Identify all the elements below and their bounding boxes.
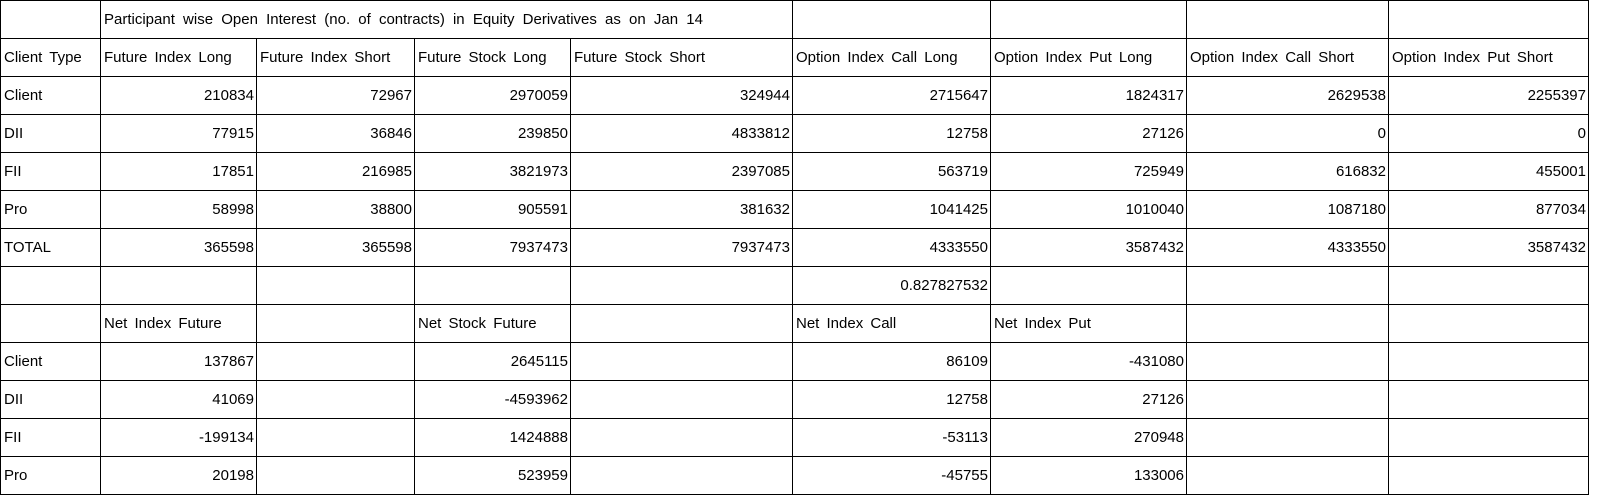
table-cell[interactable]: 270948 — [991, 419, 1187, 457]
table-cell[interactable]: 1010040 — [991, 191, 1187, 229]
row-label[interactable]: FII — [1, 153, 101, 191]
cell-blank[interactable] — [571, 343, 793, 381]
cell-blank[interactable] — [257, 267, 415, 305]
table-cell[interactable]: 86109 — [793, 343, 991, 381]
cell-blank[interactable] — [415, 267, 571, 305]
table-cell[interactable]: 3587432 — [1389, 229, 1589, 267]
cell-blank[interactable] — [1389, 1, 1589, 39]
table-cell[interactable]: 38800 — [257, 191, 415, 229]
cell-blank[interactable] — [571, 419, 793, 457]
table-row — [1, 115, 1589, 153]
table-cell[interactable]: 877034 — [1389, 191, 1589, 229]
cell-blank[interactable] — [1389, 343, 1589, 381]
table-cell[interactable]: 216985 — [257, 153, 415, 191]
table-cell[interactable]: 365598 — [257, 229, 415, 267]
cell-blank[interactable] — [1187, 381, 1389, 419]
table-cell[interactable]: 3821973 — [415, 153, 571, 191]
table-cell[interactable]: 3587432 — [991, 229, 1187, 267]
table-cell[interactable]: 455001 — [1389, 153, 1589, 191]
table-cell[interactable]: 41069 — [101, 381, 257, 419]
table-cell[interactable]: 17851 — [101, 153, 257, 191]
title-row — [1, 1, 1589, 39]
cell-blank[interactable] — [1389, 267, 1589, 305]
cell-blank[interactable] — [1187, 457, 1389, 495]
table-cell[interactable]: 36846 — [257, 115, 415, 153]
table-cell[interactable]: 905591 — [415, 191, 571, 229]
cell-blank[interactable] — [1187, 305, 1389, 343]
header-option-index-put-short[interactable]: Option Index Put Short — [1389, 39, 1589, 77]
table-cell[interactable]: 324944 — [571, 77, 793, 115]
table-cell[interactable]: 4833812 — [571, 115, 793, 153]
cell-blank[interactable] — [1187, 1, 1389, 39]
table-cell[interactable]: 1087180 — [1187, 191, 1389, 229]
header-future-stock-short[interactable]: Future Stock Short — [571, 39, 793, 77]
table-cell[interactable]: 27126 — [991, 115, 1187, 153]
cell-blank[interactable] — [1187, 419, 1389, 457]
net-row — [1, 381, 1589, 419]
row-label[interactable]: DII — [1, 115, 101, 153]
header-row — [1, 39, 1589, 77]
sheet-title[interactable]: Participant wise Open Interest (no. of contracts) in Equity Derivatives as on Jan 14 — [101, 1, 793, 39]
row-label[interactable]: Client — [1, 343, 101, 381]
table-cell[interactable]: 1824317 — [991, 77, 1187, 115]
cell-blank[interactable] — [1, 1, 101, 39]
table-cell[interactable]: 72967 — [257, 77, 415, 115]
header-net-index-call[interactable]: Net Index Call — [793, 305, 991, 343]
table-cell[interactable]: 58998 — [101, 191, 257, 229]
table-cell[interactable]: 137867 — [101, 343, 257, 381]
table-cell[interactable]: 77915 — [101, 115, 257, 153]
cell-blank[interactable] — [1389, 457, 1589, 495]
header-net-stock-future[interactable]: Net Stock Future — [415, 305, 571, 343]
cell-blank[interactable] — [571, 267, 793, 305]
table-cell[interactable]: 523959 — [415, 457, 571, 495]
table-cell[interactable]: 1424888 — [415, 419, 571, 457]
header-client-type[interactable]: Client Type — [1, 39, 101, 77]
table-cell[interactable]: 7937473 — [415, 229, 571, 267]
total-row — [1, 229, 1589, 267]
net-header-row — [1, 305, 1589, 343]
table-cell[interactable]: 20198 — [101, 457, 257, 495]
put-call-ratio-cell[interactable]: 0.827827532 — [793, 267, 991, 305]
cell-blank[interactable] — [1389, 419, 1589, 457]
cell-blank[interactable] — [1, 267, 101, 305]
table-cell[interactable]: 381632 — [571, 191, 793, 229]
table-cell[interactable]: -45755 — [793, 457, 991, 495]
table-cell[interactable]: 210834 — [101, 77, 257, 115]
cell-blank[interactable] — [1187, 343, 1389, 381]
table-cell[interactable]: -4593962 — [415, 381, 571, 419]
table-cell[interactable]: 563719 — [793, 153, 991, 191]
cell-blank[interactable] — [793, 1, 991, 39]
table-cell[interactable]: 2397085 — [571, 153, 793, 191]
cell-blank[interactable] — [257, 381, 415, 419]
row-label[interactable]: Pro — [1, 191, 101, 229]
table-cell[interactable]: 616832 — [1187, 153, 1389, 191]
cell-blank[interactable] — [101, 267, 257, 305]
cell-blank[interactable] — [571, 381, 793, 419]
row-label[interactable]: Pro — [1, 457, 101, 495]
cell-blank[interactable] — [1389, 381, 1589, 419]
row-label[interactable]: DII — [1, 381, 101, 419]
header-net-index-future[interactable]: Net Index Future — [101, 305, 257, 343]
table-cell[interactable]: -53113 — [793, 419, 991, 457]
table-cell[interactable]: 133006 — [991, 457, 1187, 495]
header-future-stock-long[interactable]: Future Stock Long — [415, 39, 571, 77]
cell-blank[interactable] — [257, 457, 415, 495]
header-future-index-short[interactable]: Future Index Short — [257, 39, 415, 77]
cell-blank[interactable] — [1389, 305, 1589, 343]
cell-blank[interactable] — [571, 305, 793, 343]
table-cell[interactable]: 12758 — [793, 115, 991, 153]
table-cell[interactable]: 0 — [1187, 115, 1389, 153]
table-cell[interactable]: 4333550 — [1187, 229, 1389, 267]
cell-blank[interactable] — [257, 343, 415, 381]
table-row — [1, 77, 1589, 115]
table-cell[interactable]: 239850 — [415, 115, 571, 153]
header-option-index-put-long[interactable]: Option Index Put Long — [991, 39, 1187, 77]
cell-blank[interactable] — [571, 457, 793, 495]
cell-blank[interactable] — [1, 305, 101, 343]
row-label[interactable]: Client — [1, 77, 101, 115]
row-label[interactable]: FII — [1, 419, 101, 457]
table-cell[interactable]: 365598 — [101, 229, 257, 267]
header-option-index-call-short[interactable]: Option Index Call Short — [1187, 39, 1389, 77]
table-cell[interactable]: 27126 — [991, 381, 1187, 419]
table-cell[interactable]: 0 — [1389, 115, 1589, 153]
header-net-index-put[interactable]: Net Index Put — [991, 305, 1187, 343]
table-cell[interactable]: -431080 — [991, 343, 1187, 381]
cell-blank[interactable] — [991, 267, 1187, 305]
header-option-index-call-long[interactable]: Option Index Call Long — [793, 39, 991, 77]
table-row — [1, 153, 1589, 191]
table-cell[interactable]: 2715647 — [793, 77, 991, 115]
table-cell[interactable]: -199134 — [101, 419, 257, 457]
table-cell[interactable]: 725949 — [991, 153, 1187, 191]
net-row — [1, 419, 1589, 457]
table-cell[interactable]: 2645115 — [415, 343, 571, 381]
table-cell[interactable]: 1041425 — [793, 191, 991, 229]
header-future-index-long[interactable]: Future Index Long — [101, 39, 257, 77]
ratio-row — [1, 267, 1589, 305]
table-row — [1, 191, 1589, 229]
net-row — [1, 343, 1589, 381]
row-label[interactable]: TOTAL — [1, 229, 101, 267]
net-row — [1, 457, 1589, 495]
table-cell[interactable]: 4333550 — [793, 229, 991, 267]
table-cell[interactable]: 7937473 — [571, 229, 793, 267]
table-cell[interactable]: 2255397 — [1389, 77, 1589, 115]
table-cell[interactable]: 2970059 — [415, 77, 571, 115]
cell-blank[interactable] — [991, 1, 1187, 39]
cell-blank[interactable] — [257, 419, 415, 457]
table-cell[interactable]: 12758 — [793, 381, 991, 419]
cell-blank[interactable] — [1187, 267, 1389, 305]
cell-blank[interactable] — [257, 305, 415, 343]
table-cell[interactable]: 2629538 — [1187, 77, 1389, 115]
